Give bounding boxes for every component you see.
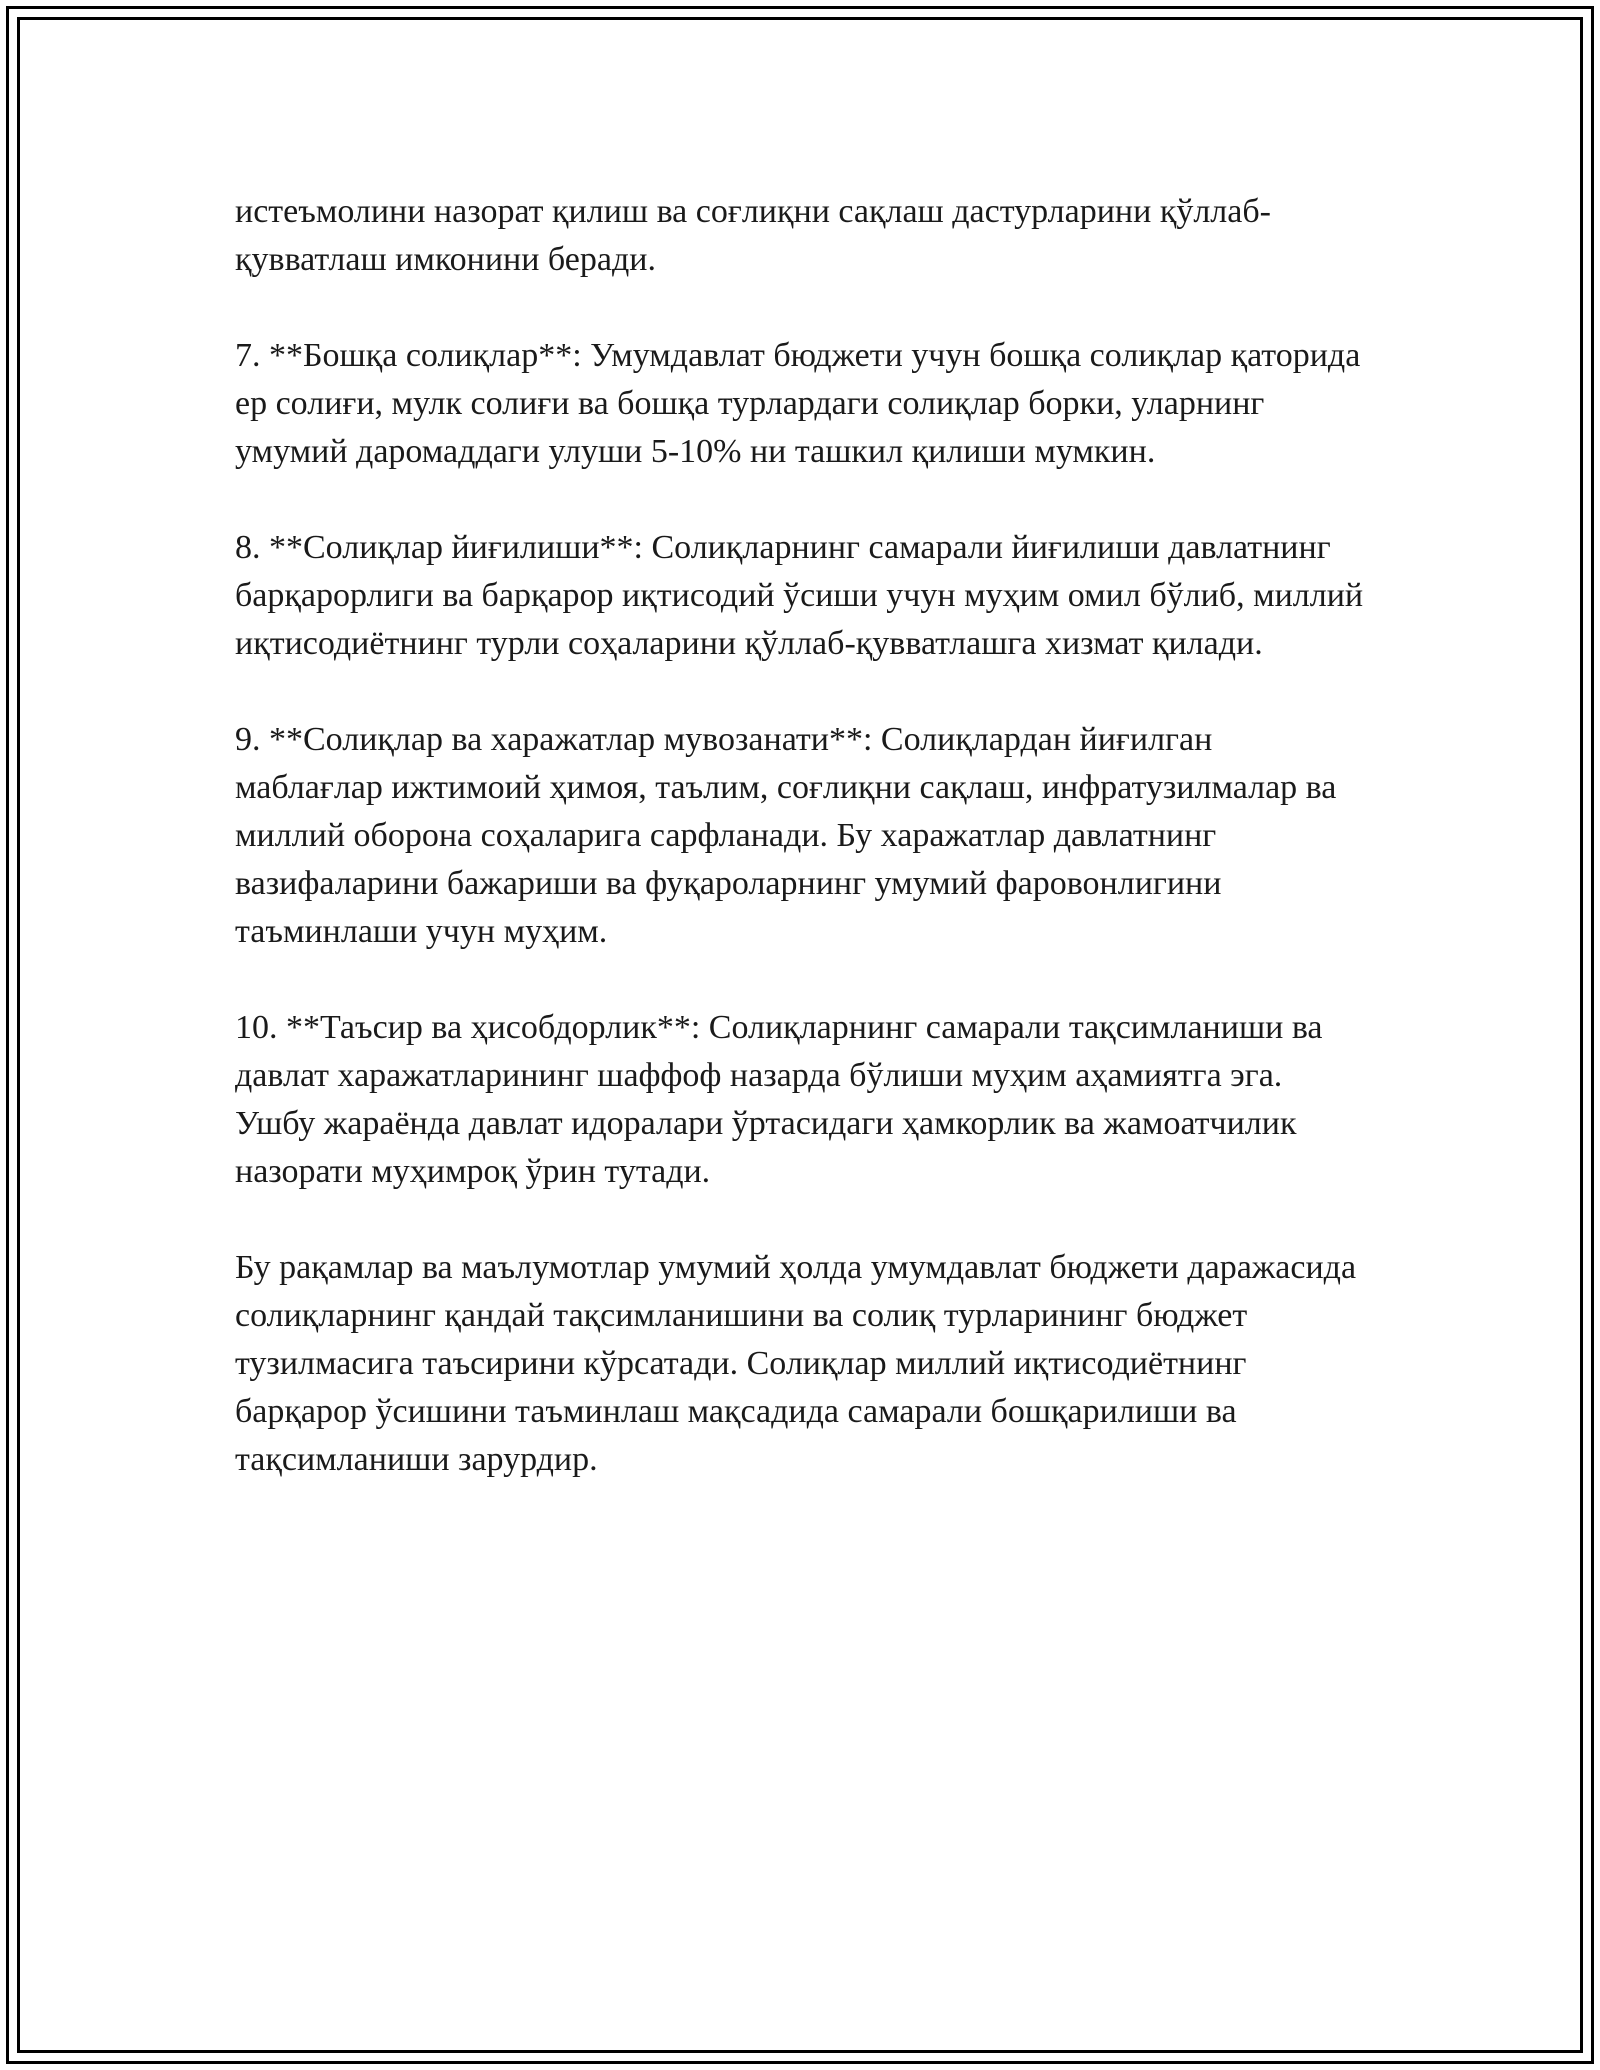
paragraph-continuation: истеъмолини назорат қилиш ва соғлиқни сақлаш дастурларини қўллаб-қувватлаш имконини беради. [235,193,1271,278]
paragraph-item-7: 7. **Бошқа солиқлар**: Умумдавлат бюджети учун бошқа солиқлар қаторида ер солиғи, мулк солиғи ва бошқа турлардаги солиқлар борки, уларнинг умумий даромаддаги улуши 5-10% ни ташкил қилиши мумкин. [235,337,1361,470]
paragraph-item-8: 8. **Солиқлар йиғилиши**: Солиқларнинг самарали йиғилиши давлатнинг барқарорлиги ва барқарор иқтисодий ўсиши учун муҳим омил бўлиб, миллий иқтисодиётнинг турли соҳаларини қўллаб-қувватлашга хизмат қилади. [235,529,1364,662]
paragraph-item-9: 9. **Солиқлар ва харажатлар мувозанати**: Солиқлардан йиғилган маблағлар ижтимоий ҳимоя, таълим, соғлиқни сақлаш, инфратузилмалар ва миллий оборона соҳаларига сарфланади. Бу харажатлар давлатнинг вазифаларини бажариши ва фуқароларнинг умумий фаровонлигини таъминлаши учун муҳим. [235,721,1337,950]
paragraph-item-10: 10. **Таъсир ва ҳисобдорлик**: Солиқларнинг самарали тақсимланиши ва давлат харажатларининг шаффоф назарда бўлиши муҳим аҳамиятга эга. Ушбу жараёнда давлат идоралари ўртасидаги ҳамкорлик ва жамоатчилик назорати муҳимроқ ўрин тутади. [235,1009,1323,1190]
paragraph-conclusion: Бу рақамлар ва маълумотлар умумий ҳолда умумдавлат бюджети даражасида солиқларнинг қандай тақсимланишини ва солиқ турларининг бюджет тузилмасига таъсирини кўрсатади. Солиқлар миллий иқтисодиётнинг барқарор ўсишини таъминлаш мақсадида самарали бошқарилиши ва тақсимланиши зарурдир. [235,1249,1357,1478]
document-body [235,188,1365,1484]
